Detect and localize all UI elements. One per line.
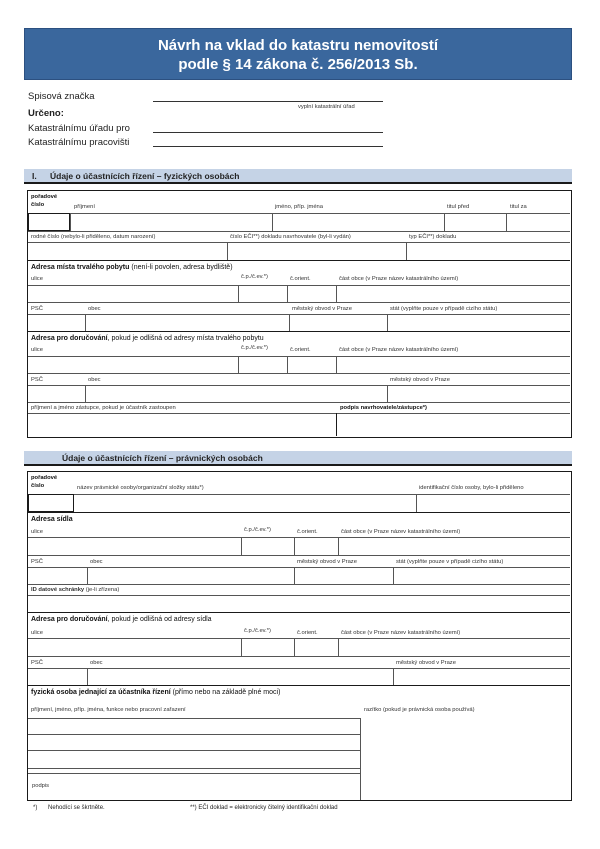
s2-dor-cast-obce-label: část obce (v Praze název katastrálního území) — [341, 630, 461, 636]
s1-podpis-label: podpis navrhovatele/zástupce*) — [340, 405, 427, 411]
kat-pracoviste-label: Katastrálnímu pracovišti — [28, 137, 130, 148]
s1-poradove-label: pořadové — [31, 194, 58, 200]
section1-header — [24, 169, 572, 184]
s1-poradove-cislo-input[interactable] — [28, 213, 70, 231]
s1-cislo-eci-label: číslo EČI**) dokladu navrhovatele (byl-li vydán) — [230, 234, 351, 240]
s2-poradove-cislo-input[interactable] — [28, 494, 74, 512]
s2-dor-ulice-label: ulice — [31, 630, 43, 636]
section2-title: Údaje o účastnících řízení – právnických osobách — [62, 453, 263, 463]
s2-ico-label: identifikační číslo osoby, bylo-li přiděleno — [419, 485, 524, 491]
footnote-star-text: Nehodící se škrtněte. — [48, 805, 105, 811]
section1-number: I. — [32, 171, 37, 181]
s2-cast-obce-label: část obce (v Praze název katastrálního území) — [341, 529, 461, 535]
s1-ulice-label: ulice — [31, 276, 43, 282]
s1-dor-corient-label: č.orient. — [290, 347, 311, 353]
s1-zastupce-label: příjmení a jméno zástupce, pokud je účastník zastoupen — [31, 405, 176, 411]
s1-titul-pred-label: titul před — [447, 204, 470, 210]
s2-cislo-label: číslo — [31, 483, 45, 489]
s2-podpis-label: podpis — [32, 783, 50, 789]
s2-adresa-sidla-heading: Adresa sídla — [31, 516, 73, 523]
spisova-znacka-label: Spisová značka — [28, 91, 95, 102]
s2-stat-label: stát (vyplňte pouze v případě cizího státu) — [396, 559, 504, 565]
s1-dor-ulice-label: ulice — [31, 347, 43, 353]
s2-psc-label: PSČ — [31, 559, 43, 565]
kat-urad-label: Katastrálnímu úřadu pro — [28, 123, 130, 134]
s1-mestsky-obvod-label: městský obvod v Praze — [292, 306, 352, 312]
s2-dor-mestsky-obvod-label: městský obvod v Praze — [396, 660, 456, 666]
s1-obec-label: obec — [88, 306, 101, 312]
s1-jmeno-label: jméno, příp. jména — [275, 204, 324, 210]
s2-obec-label: obec — [90, 559, 103, 565]
s1-rodne-cislo-label: rodné číslo (nebylo-li přiděleno, datum narození) — [31, 234, 156, 240]
s2-nazev-label: název právnické osoby/organizační složky státu*) — [77, 485, 204, 491]
kat-urad-field[interactable] — [153, 132, 383, 133]
s1-dor-obec-label: obec — [88, 377, 101, 383]
s1-titul-za-label: titul za — [510, 204, 527, 210]
s1-dor-mestsky-obvod-label: městský obvod v Praze — [390, 377, 450, 383]
s1-adresa-trvaly-heading: Adresa místa trvalého pobytu (není-li povolen, adresa bydliště) — [31, 264, 233, 271]
s2-prijmeni-funkce-label: příjmení, jméno, příp. jména, funkce nebo pracovní zařazení — [31, 707, 186, 713]
s1-stat-label: stát (vyplňte pouze v případě cizího státu) — [390, 306, 498, 312]
s2-dor-psc-label: PSČ — [31, 660, 43, 666]
s2-fyzicka-osoba-heading: fyzická osoba jednající za účastníka řízení (přímo nebo na základě plné moci) — [31, 689, 281, 696]
s1-dor-cast-obce-label: část obce (v Praze název katastrálního území) — [339, 347, 459, 353]
urceno-label: Určeno: — [28, 108, 64, 119]
s2-ulice-label: ulice — [31, 529, 43, 535]
s2-mestsky-obvod-label: městský obvod v Praze — [297, 559, 357, 565]
form-title-line1: Návrh na vklad do katastru nemovitostí — [157, 37, 439, 54]
s2-dor-corient-label: č.orient. — [297, 630, 318, 636]
s1-prijmeni-label: příjmení — [74, 204, 95, 210]
s1-psc-label: PSČ — [31, 306, 43, 312]
section2-table — [27, 471, 572, 801]
s2-cp-label: č.p./č.ev.*) — [244, 527, 271, 533]
s2-corient-label: č.orient. — [297, 529, 318, 535]
s1-dor-cp-label: č.p./č.ev.*) — [241, 345, 268, 351]
vyplni-note: vyplní katastrální úřad — [298, 104, 355, 110]
s2-poradove-label: pořadové — [31, 475, 58, 481]
footnote-eci: **) EČI doklad = elektronicky čitelný identifikační doklad — [190, 805, 338, 811]
section1-table — [27, 190, 572, 438]
s1-cast-obce-label: část obce (v Praze název katastrálního území) — [339, 276, 459, 282]
s2-dor-obec-label: obec — [90, 660, 103, 666]
section1-title: Údaje o účastnících řízení – fyzických osobách — [50, 171, 240, 181]
s1-typ-eci-label: typ EČI**) dokladu — [409, 234, 457, 240]
form-title-line2: podle § 14 zákona č. 256/2013 Sb. — [178, 56, 418, 73]
s1-adresa-dor-heading: Adresa pro doručování, pokud je odlišná od adresy místa trvalého pobytu — [31, 335, 264, 342]
s1-corient-label: č.orient. — [290, 276, 311, 282]
s2-id-datove-label: ID datové schránky (je-li zřízena) — [31, 587, 120, 593]
kat-pracoviste-field[interactable] — [153, 146, 383, 147]
s1-cp-label: č.p./č.ev.*) — [241, 274, 268, 280]
s2-adresa-dor-heading: Adresa pro doručování, pokud je odlišná od adresy sídla — [31, 616, 212, 623]
s2-dor-cp-label: č.p./č.ev.*) — [244, 628, 271, 634]
s1-cislo-label: číslo — [31, 202, 45, 208]
section2-header — [24, 451, 572, 466]
footnote-star: *) — [33, 805, 38, 811]
s1-dor-psc-label: PSČ — [31, 377, 43, 383]
form-title-banner — [24, 28, 572, 80]
s2-razitko-label: razítko (pokud je právnická osoba používá) — [364, 707, 475, 713]
spisova-znacka-field[interactable] — [153, 101, 383, 102]
